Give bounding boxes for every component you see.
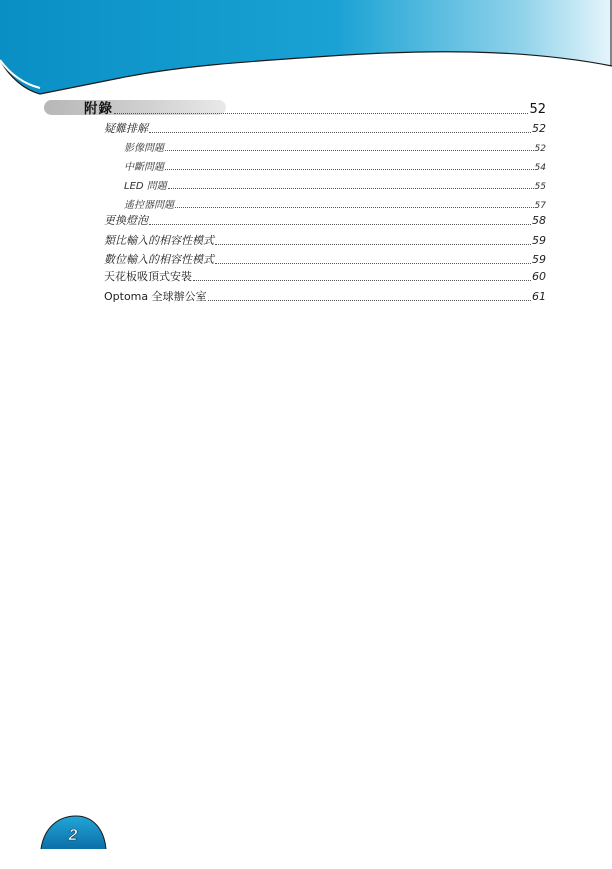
toc-entry-page: 59 xyxy=(532,253,546,266)
toc-entry-image-problems[interactable] xyxy=(124,139,546,154)
toc-entry-label: 遙控器問題 xyxy=(124,200,174,211)
leader-dots xyxy=(165,150,534,151)
toc-entry-label: 類比輸入的相容性模式 xyxy=(104,234,214,247)
toc-entry-label: LED 問題 xyxy=(124,181,167,192)
toc-entry-interruption-problems[interactable] xyxy=(124,158,546,173)
leader-dots xyxy=(149,132,531,133)
leader-dots xyxy=(114,113,528,114)
toc-entry-page: 55 xyxy=(534,182,546,192)
toc-entry-troubleshooting[interactable] xyxy=(104,120,546,136)
toc-entry-label: 天花板吸頂式安裝 xyxy=(104,270,192,283)
toc-entry-page: 59 xyxy=(532,234,546,247)
leader-dots xyxy=(215,263,531,264)
toc-entry-label: 疑難排解 xyxy=(104,122,148,135)
toc-entry-label: 數位輸入的相容性模式 xyxy=(104,253,214,266)
page-number-badge xyxy=(40,814,110,850)
toc-entry-led-problems[interactable] xyxy=(124,177,546,192)
toc-entry-page: 52 xyxy=(534,144,546,154)
toc-entry-remote-problems[interactable] xyxy=(124,196,546,211)
toc-entry-label: Optoma 全球辦公室 xyxy=(104,290,207,303)
toc-entry-label: 更換燈泡 xyxy=(104,214,148,227)
leader-dots xyxy=(168,188,534,189)
toc-entry-page: 54 xyxy=(534,163,546,173)
page-number: 2 xyxy=(68,827,78,844)
toc-entry-page: 61 xyxy=(532,290,546,303)
toc-entry-global-offices[interactable] xyxy=(104,288,546,304)
toc-entry-page: 58 xyxy=(532,214,546,227)
toc-entry-label: 中斷問題 xyxy=(124,162,164,173)
toc-entry-page: 52 xyxy=(532,122,546,135)
toc-heading-label: 附錄 xyxy=(84,101,113,117)
toc-heading-appendix[interactable] xyxy=(84,97,546,117)
toc-entry-page: 60 xyxy=(532,270,546,283)
leader-dots xyxy=(149,224,531,225)
toc-entry-ceiling-mount[interactable] xyxy=(104,268,546,284)
toc-entry-label: 影像問題 xyxy=(124,143,164,154)
leader-dots xyxy=(208,300,531,301)
leader-dots xyxy=(215,244,531,245)
leader-dots xyxy=(193,280,531,281)
leader-dots xyxy=(165,169,534,170)
leader-dots xyxy=(175,207,534,208)
toc-heading-page: 52 xyxy=(529,102,546,117)
toc-entry-page: 57 xyxy=(534,201,546,211)
toc-entry-replace-lamp[interactable] xyxy=(104,212,546,228)
toc-entry-analog-compatibility[interactable] xyxy=(104,232,546,248)
toc-entry-digital-compatibility[interactable] xyxy=(104,251,546,267)
